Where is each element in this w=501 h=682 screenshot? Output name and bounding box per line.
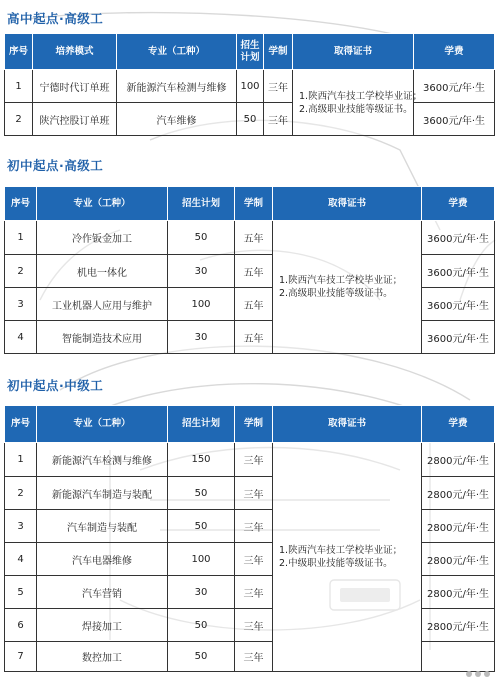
table-high-school-senior [4, 33, 495, 136]
cell-plan: 50 [168, 609, 235, 642]
cell-no: 7 [5, 642, 37, 672]
section-title-high-school-senior: 高中起点·高级工 [7, 11, 104, 26]
header-no: 序号 [5, 406, 37, 443]
cell-no: 3 [5, 510, 37, 543]
table-middle-school-intermediate [4, 405, 495, 672]
cell-fee: 2800元/年·生 [422, 543, 495, 576]
table-row [5, 543, 495, 576]
cell-certificates [273, 443, 422, 672]
header-fee: 学费 [422, 187, 495, 221]
cell-major: 新能源汽车检测与维修 [37, 443, 168, 477]
cell-plan: 50 [168, 221, 235, 255]
cell-major: 汽车营销 [37, 576, 168, 609]
cell-years: 三年 [235, 477, 273, 510]
cell-plan: 30 [168, 321, 235, 354]
table-row [5, 70, 495, 103]
cell-plan: 150 [168, 443, 235, 477]
cell-mode: 陕汽控股订单班 [33, 103, 117, 136]
cell-certificates [293, 70, 423, 136]
cell-fee: 3600元/年·生 [422, 221, 495, 255]
header-major: 专业（工种） [37, 406, 168, 443]
header-cert: 取得证书 [273, 187, 422, 221]
cell-major: 汽车制造与装配 [37, 510, 168, 543]
cell-no: 6 [5, 609, 37, 642]
cell-major: 机电一体化 [37, 255, 168, 288]
table-row [5, 103, 495, 136]
cell-years: 五年 [235, 288, 273, 321]
header-cert: 取得证书 [293, 34, 414, 70]
cell-years: 三年 [235, 543, 273, 576]
cell-plan: 50 [168, 477, 235, 510]
cell-major: 冷作钣金加工 [37, 221, 168, 255]
table-row [5, 221, 495, 255]
cell-no: 1 [5, 70, 33, 103]
cell-plan: 100 [168, 288, 235, 321]
cell-fee: 2800元/年·生 [422, 576, 495, 609]
cert-line-1: 1.陕西汽车技工学校毕业证； [279, 545, 403, 556]
cell-years: 五年 [235, 321, 273, 354]
cell-fee: 2800元/年·生 [422, 609, 495, 642]
table-row [5, 288, 495, 321]
cell-years: 三年 [235, 443, 273, 477]
table-row [5, 609, 495, 642]
cell-fee: 2800元/年·生 [422, 477, 495, 510]
header-fee: 学费 [422, 406, 495, 443]
cell-mode: 宁德时代订单班 [33, 70, 117, 103]
table-header-row [5, 187, 495, 221]
cell-major: 汽车电器维修 [37, 543, 168, 576]
cell-major: 新能源汽车检测与维修 [117, 70, 237, 103]
cell-years: 三年 [264, 103, 293, 136]
cell-major: 新能源汽车制造与装配 [37, 477, 168, 510]
header-mode: 培养模式 [33, 34, 117, 70]
table-row [5, 510, 495, 543]
header-plan: 招生计划 [168, 187, 235, 221]
cell-no: 5 [5, 576, 37, 609]
cell-no: 1 [5, 443, 37, 477]
cell-no: 4 [5, 321, 37, 354]
header-years: 学制 [235, 406, 273, 443]
cell-fee: 3600元/年·生 [422, 255, 495, 288]
section-title-middle-school-intermediate: 初中起点·中级工 [7, 378, 104, 393]
header-major: 专业（工种） [117, 34, 237, 70]
cell-years: 三年 [264, 70, 293, 103]
table-middle-school-senior [4, 186, 495, 354]
cert-line-2: 2.高级职业技能等级证书。 [279, 288, 393, 299]
watermark-dots [466, 669, 496, 679]
cell-years: 五年 [235, 255, 273, 288]
cert-line-1: 1.陕西汽车技工学校毕业证； [279, 275, 403, 286]
cell-plan: 30 [168, 576, 235, 609]
cell-fee: 2800元/年·生 [422, 510, 495, 543]
cell-major: 焊接加工 [37, 609, 168, 642]
cell-major: 工业机器人应用与维护 [37, 288, 168, 321]
cell-years: 五年 [235, 221, 273, 255]
cell-fee: 3600元/年·生 [414, 103, 495, 136]
section-title-middle-school-senior: 初中起点·高级工 [7, 158, 104, 173]
cell-years: 三年 [235, 510, 273, 543]
cert-line-1: 1.陕西汽车技工学校毕业证； [299, 90, 423, 102]
cell-fee [422, 642, 495, 672]
table-row [5, 642, 495, 672]
cell-fee: 2800元/年·生 [422, 443, 495, 477]
table-header-row [5, 34, 495, 70]
header-plan: 招生计划 [168, 406, 235, 443]
cell-years: 三年 [235, 576, 273, 609]
cell-plan: 50 [168, 642, 235, 672]
header-plan: 招生计划 [237, 34, 264, 70]
cell-fee: 3600元/年·生 [414, 70, 495, 103]
header-years: 学制 [264, 34, 293, 70]
table-row [5, 443, 495, 477]
cell-no: 3 [5, 288, 37, 321]
cell-major: 数控加工 [37, 642, 168, 672]
cell-no: 2 [5, 103, 33, 136]
table-row [5, 255, 495, 288]
cell-fee: 3600元/年·生 [422, 288, 495, 321]
cell-no: 4 [5, 543, 37, 576]
header-cert: 取得证书 [273, 406, 422, 443]
cell-fee: 3600元/年·生 [422, 321, 495, 354]
cell-no: 2 [5, 477, 37, 510]
table-row [5, 477, 495, 510]
cell-years: 三年 [235, 609, 273, 642]
table-row [5, 576, 495, 609]
cert-line-2: 2.高级职业技能等级证书。 [299, 103, 413, 115]
cell-plan: 100 [237, 70, 264, 103]
header-no: 序号 [5, 187, 37, 221]
cell-plan: 50 [168, 510, 235, 543]
cell-no: 2 [5, 255, 37, 288]
cell-certificates [273, 221, 422, 354]
cell-plan: 50 [237, 103, 264, 136]
header-major: 专业（工种） [37, 187, 168, 221]
cell-major: 汽车维修 [117, 103, 237, 136]
cell-major: 智能制造技术应用 [37, 321, 168, 354]
header-fee: 学费 [414, 34, 495, 70]
cell-no: 1 [5, 221, 37, 255]
cell-years: 三年 [235, 642, 273, 672]
header-years: 学制 [235, 187, 273, 221]
header-no: 序号 [5, 34, 33, 70]
cell-plan: 30 [168, 255, 235, 288]
table-header-row [5, 406, 495, 443]
cell-plan: 100 [168, 543, 235, 576]
cert-line-2: 2.中级职业技能等级证书。 [279, 558, 393, 569]
table-row [5, 321, 495, 354]
